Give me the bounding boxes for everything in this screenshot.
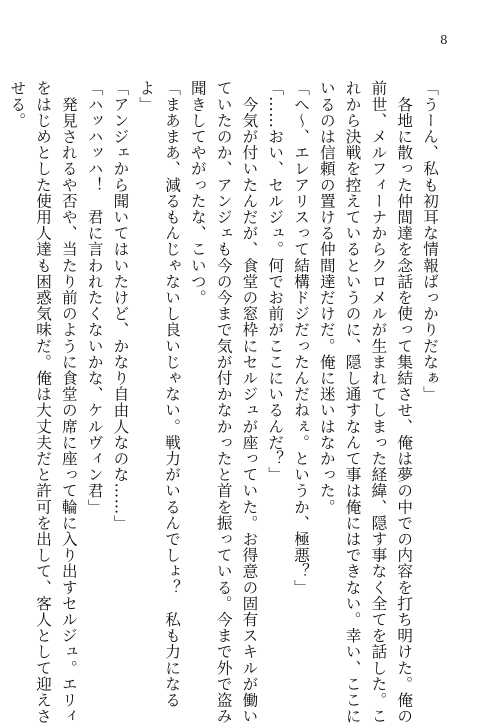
text-line: 「へ～、エレアリスって結構ドジだったんだねぇ。というか、極悪？」 (292, 80, 311, 596)
text-line: 「うーん、私も初耳な情報ばっかりだなぁ」 (421, 80, 439, 402)
text-line: 前世、メルフィーナからクロメルが生まれてしまった経緯、隠す事なく全てを話した。こ (369, 80, 388, 724)
text-line: 聞きしてやがったな、こいつ。 (188, 80, 207, 306)
page-number: 8 (440, 33, 448, 47)
text-line: 「まあまあ、減るもんじゃないし良いじゃない。戦力がいるんでしょ？ 私も力になる (163, 80, 182, 708)
text-line: よ」 (137, 80, 156, 113)
text-line: れから決戦を控えているというのに、隠し通すなんて事は俺にはできない。幸い、ここに (343, 80, 362, 724)
text-line: いるのは信頼の置ける仲間達だけだ。俺に迷いはなかった。 (317, 80, 336, 515)
text-line: 「ハッハッハ！ 君に言われたくないかな、ケルヴィン君」 (85, 80, 104, 515)
text-line: をはじめとした使用人達も困惑気味だ。俺は大丈夫だと許可を出して、客人として迎えさ (34, 80, 53, 724)
text-line: 各地に散った仲間達を念話を使って集結させ、俺は夢の中での内容を打ち明けた。俺の (395, 80, 414, 724)
text-line: 発見されるや否や、当たり前のように食堂の席に座って輪に入り出すセルジュ。エリィ (59, 80, 78, 724)
text-line: 「……おい、セルジュ。何でお前がここにいるんだ？」 (266, 80, 285, 483)
text-line: 今気が付いたんだが、食堂の窓枠にセルジュが座っていた。お得意の固有スキルが働い (240, 80, 259, 724)
text-line: ていたのか、アンジェも今の今まで気が付かなかったと首を振っている。今まで外で盗み (214, 80, 233, 724)
text-line: せる。 (8, 80, 27, 129)
text-line: 「アンジェから聞いてはいたけど、かなり自由人なのな……」 (111, 80, 130, 531)
body-text (3, 80, 442, 724)
